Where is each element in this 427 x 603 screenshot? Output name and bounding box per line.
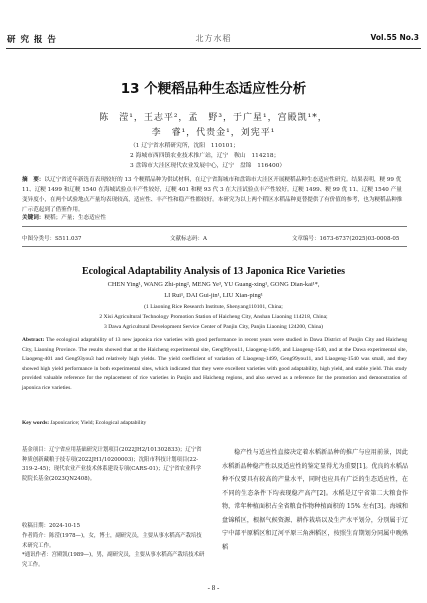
abstract-en-text: The ecological adaptability of 13 new japonica rice varieties with good performance in recent years were studied in Dawa District of Panjin City and Haicheng City, Liaoning Province. The results showed that at the Haicheng experimental site, Geng99you11, Liaogeng-1499, and Liaogeng-1540, and at the Dawa experimental site, Liaogeng-401 and Geng93you3 had relatively high yields. The yield coefficient of variation of Liaogeng-1499, Geng99you11, and Liaogeng-1540 was small, and they showed high yield performance in both experimental sites, which indicated that they were excellent varieties with good adaptability, high yield, and stable yield. This study provided valuable reference for the replacement of rice varieties in Panjin and Haicheng regions, and also served as a reference for the promotion and demonstration of japonica rice varieties. <box>22 337 407 391</box>
authors-cn-line1: 陈 滢¹，王志平²，孟 野³，于广星¹，宫殿凯¹*， <box>99 113 328 123</box>
abstract-cn <box>22 175 407 215</box>
fund-note: 基金项目：辽宁省应用基础研究计划项目(2022JH2/101302833)；辽宁省种质创新藏粮于技专项(2022JH1/10200003)；沈阳市科技计划项目(22-319-2-45)；现代农业产业技术体系建设专项(CARS-01)；辽宁省农业科学院院长基金(2023QN2408)。 <box>22 447 202 482</box>
page-number: - 8 - <box>207 584 220 592</box>
affiliation-en-1: (1 Liaoning Rice Research Institute, Shenyang110101, China; <box>144 304 283 310</box>
section-label: 研 究 报 告 <box>7 35 57 45</box>
first-author-bio: 作者简介：陈滢(1978—)，女，博士，副研究员，主要从事水稻高产栽培技术研究工作。 <box>22 533 202 549</box>
authors-en-line2: LI Rui¹, DAI Gui-jin¹, LIU Xian-ping¹ <box>164 292 263 299</box>
affiliation-cn-2: 2 海城市西四镇农业技术推广站，辽宁 鞍山 114218； <box>130 153 280 159</box>
corresponding-author: *通讯作者：宫殿凯(1989—)，男，副研究员，主要从事水稻高产栽培技术研究工作。 <box>22 552 205 568</box>
article-number: 文章编号：1673-6737(2025)03-0008-05 <box>292 236 400 242</box>
journal-name: 北方水稻 <box>195 34 232 43</box>
affiliation-en-3: 3 Dawa Agricultural Development Service Center of Panjin City, Panjin Liaoning 124200, China) <box>104 324 323 330</box>
abstract-cn-label: 摘 要： <box>22 177 45 183</box>
body-paragraph: 稳产性与适应性直接决定着水稻新品种的推广与应用前景，因此水稻新品种稳产性以及适应性的鉴定显得尤为重要[1]。优良的水稻品种不仅要具有较高的产量水平，同时也应具有广泛的生态适应性，在不同的生态条件下均表现稳产高产[2]。水稻是辽宁省第二大粮食作物，常年种植面积占全省粮食作物种植面积的 15% 左右[3]。海城和盘锦稻区，根据气候资源、耕作栽培以及生产水平划分，分别属于辽宁中部平原稻区和辽河平原三角洲稻区，按照生育期划分同属中晚熟稻 <box>222 449 408 551</box>
paper-title-cn: 13 个粳稻品种生态适应性分析 <box>120 81 307 97</box>
affiliation-cn-1: （1 辽宁省水稻研究所，沈阳 110101； <box>130 143 239 149</box>
header-rule <box>6 48 421 49</box>
keywords-en <box>22 420 146 426</box>
meta-rule-bottom <box>22 246 407 247</box>
volume-issue: Vol.55 No.3 <box>370 33 419 42</box>
clc-number: 中图分类号：S511.037 <box>22 236 82 242</box>
authors-en-line1: CHEN Ying¹, WANG Zhi-ping², MENG Ye³, YU Guang-xing¹, GONG Dian-kai¹*, <box>107 281 320 288</box>
affiliation-cn-3: 3 盘锦市大洼区现代农业发展中心，辽宁 盘锦 116400） <box>130 163 286 169</box>
affiliation-en-2: 2 Xisi Agricultural Technology Promotion Station of Haicheng City, Anshan Liaoning 114218, China; <box>99 314 328 320</box>
keywords-en-text: Japonicarice; Yield; Ecological adaptability <box>49 420 147 426</box>
keywords-cn-text: 粳稻；产量；生态适应性 <box>44 215 106 221</box>
keywords-en-label: Key words: <box>22 420 50 426</box>
abstract-cn-text: 以辽宁省近年新选育表现较好的 13 个粳稻品种为供试材料，在辽宁省海城市和盘锦市大洼区开展粳稻品种生态适应性研究。结果表明，粳 99 优 11、辽粳 1499 和辽粳 1540 在海城试验点丰产性较好，辽粳 401 和粳 93 代 3 在大洼试验点丰产性较好。辽粳 1499、粳 99 优 11、辽粳 1540 产量变异度小，在两个试验地点产量均表现较高，适应性、丰产性和稳产性都较好。本研究为以上两个稻区水稻品种更替提供了有价值的参考，也为粳稻品种推广示范起到了借鉴作用。 <box>22 177 403 213</box>
document-code: 文献标志码：A <box>170 236 207 242</box>
authors-cn-line2: 李 睿¹，代贵金¹，刘宪平¹ <box>151 128 276 138</box>
paper-title-en: Ecological Adaptability Analysis of 13 Japonica Rice Varieties <box>81 266 346 277</box>
meta-rule-top <box>22 226 407 227</box>
abstract-en <box>22 336 407 394</box>
received-date: 收稿日期：2024-10-15 <box>22 523 81 529</box>
keywords-cn-label: 关键词： <box>22 215 45 221</box>
abstract-en-label: Abstract: <box>22 337 45 343</box>
keywords-cn <box>22 213 407 223</box>
